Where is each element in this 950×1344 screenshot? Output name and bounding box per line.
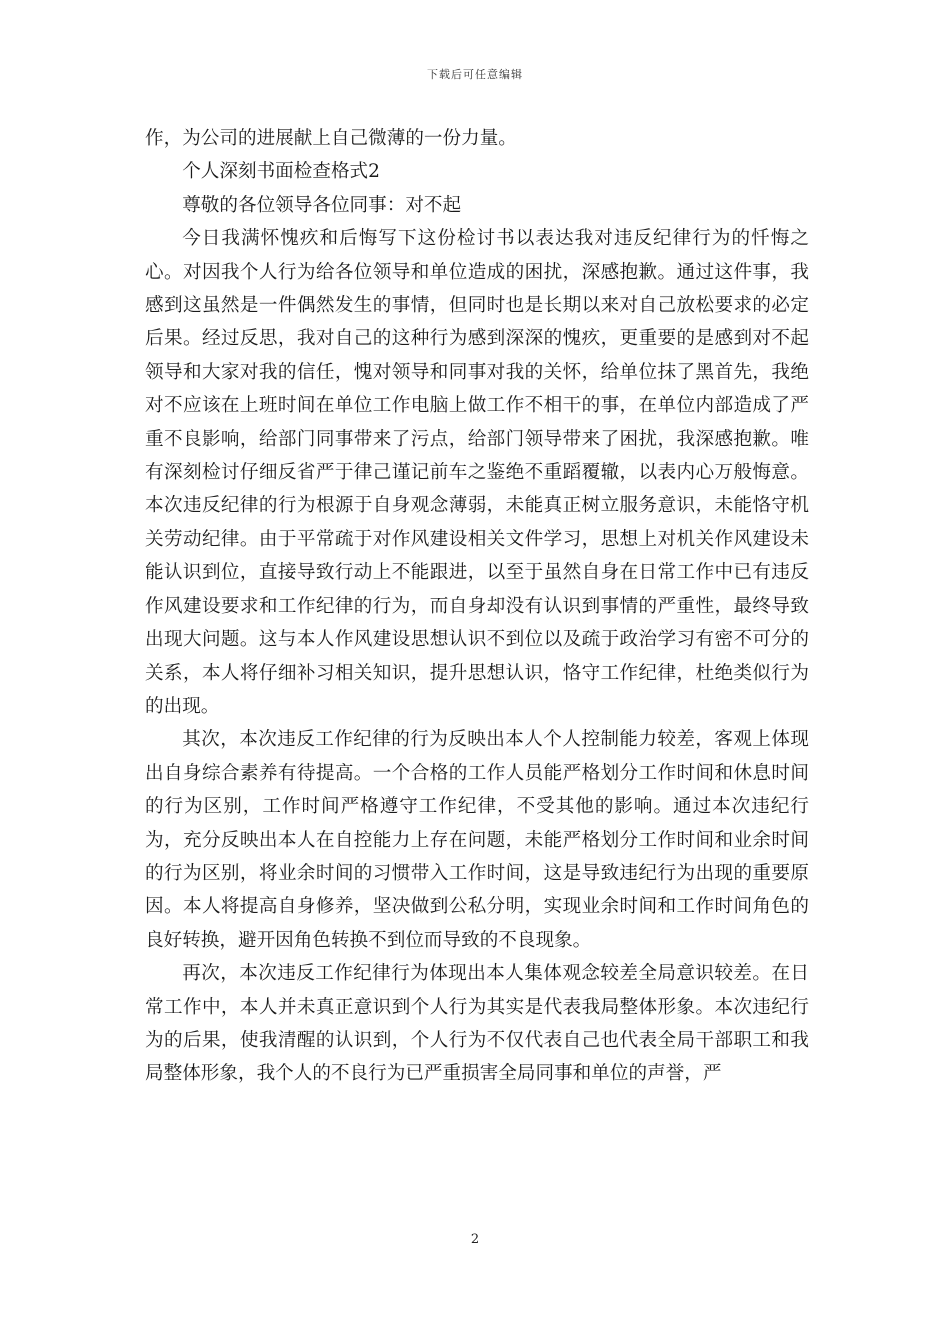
paragraph: 再次，本次违反工作纪律行为体现出本人集体观念较差全局意识较差。在日常工作中，本人并未真正意识到个人行为其实是代表我局整体形象。本次违纪行为的后果，使我清醒的认识到，个人行为不仅代表自己也代表全局干部职工和我局整体形象，我个人的不良行为已严重损害全局同事和单位的声誉，严 [145,963,809,1085]
paragraph: 今日我满怀愧疚和后悔写下这份检讨书以表达我对违反纪律行为的忏悔之心。对因我个人行为给各位领导和单位造成的困扰，深感抱歉。通过这件事，我感到这虽然是一件偶然发生的事情，但同时也是长期以来对自己放松要求的必定后果。经过反思，我对自己的这种行为感到深深的愧疚，更重要的是感到对不起领导和大家对我的信任，愧对领导和同事对我的关怀，给单位抹了黑首先，我绝对不应该在上班时间在单位工作电脑上做工作不相干的事，在单位内部造成了严重不良影响，给部门同事带来了污点，给部门领导带来了困扰，我深感抱歉。唯有深刻检讨仔细反省严于律己谨记前车之鉴绝不重蹈覆辙，以表内心万般悔意。本次违反纪律的行为根源于自身观念薄弱，未能真正树立服务意识，未能恪守机关劳动纪律。由于平常疏于对作风建设相关文件学习，思想上对机关作风建设未能认识到位，直接导致行动上不能跟进，以至于虽然自身在日常工作中已有违反作风建设要求和工作纪律的行为，而自身却没有认识到事情的严重性，最终导致出现大问题。这与本人作风建设思想认识不到位以及疏于政治学习有密不可分的关系，本人将仔细补习相关知识，提升思想认识，恪守工作纪律，杜绝类似行为的出现。 [145,228,809,717]
paragraph-continuation: 作，为公司的进展献上自己微薄的一份力量。 [145,128,517,149]
salutation: 尊敬的各位领导各位同事：对不起 [182,194,462,216]
paragraph: 其次，本次违反工作纪律的行为反映出本人个人控制能力较差，客观上体现出自身综合素养有待提高。一个合格的工作人员能严格划分工作时间和休息时间的行为区别，工作时间严格遵守工作纪律，不受其他的影响。通过本次违纪行为，充分反映出本人在自控能力上存在问题，未能严格划分工作时间和业余时间的行为区别，将业余时间的习惯带入工作时间，这是导致违纪行为出现的重要原因。本人将提高自身修养，坚决做到公私分明，实现业余时间和工作时间角色的良好转换，避开因角色转换不到位而导致的不良现象。 [145,729,809,951]
section-title: 个人深刻书面检查格式2 [182,161,380,183]
page-number: 2 [470,1232,480,1247]
document-body [145,122,809,1091]
page-header: 下载后可任意编辑 [427,68,523,81]
